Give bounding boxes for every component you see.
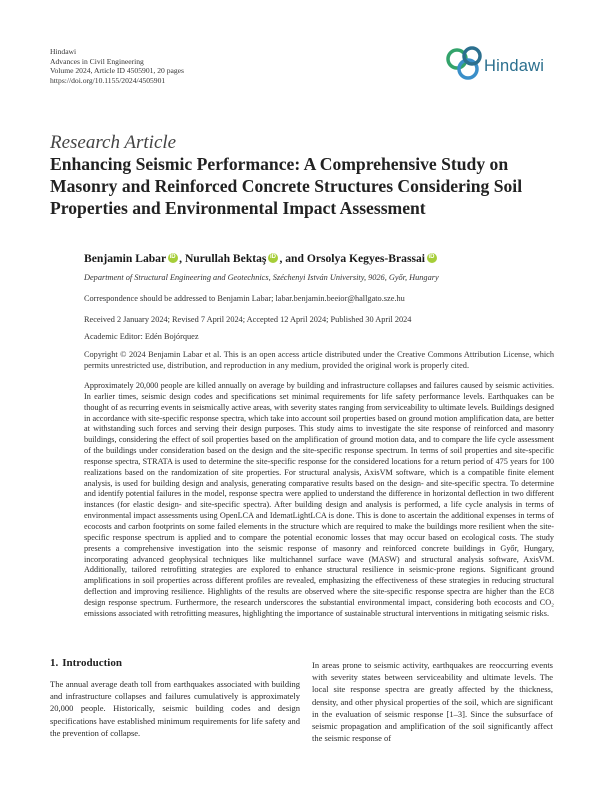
paragraph: The annual average death toll from earthquakes associated with building and infrastructure collapses and failures cumulatively is approximately 20,000 people. Historically, seismic building codes and design specifications have established minimum requirements for life safety and the prevention of collapse. bbox=[50, 679, 300, 738]
orcid-icon[interactable] bbox=[427, 253, 437, 263]
publication-info bbox=[50, 47, 184, 85]
author-separator: , and bbox=[279, 252, 307, 265]
orcid-icon[interactable] bbox=[268, 253, 278, 263]
publication-dates: Received 2 January 2024; Revised 7 April 2024; Accepted 12 April 2024; Published 30 April 2024 bbox=[84, 315, 412, 324]
orcid-icon[interactable] bbox=[168, 253, 178, 263]
academic-editor: Academic Editor: Edén Bojórquez bbox=[84, 332, 199, 341]
doi-link[interactable]: https://doi.org/10.1155/2024/4505901 bbox=[50, 75, 166, 85]
author-list bbox=[84, 252, 438, 265]
body-column-right bbox=[312, 659, 553, 744]
body-column-left bbox=[50, 657, 300, 739]
journal-name: Advances in Civil Engineering bbox=[50, 56, 144, 66]
author-separator: , bbox=[179, 252, 185, 265]
abstract: Approximately 20,000 people are killed annually on average by building and infrastructure collapses and failures caused by seismic activities. In earlier times, seismic design codes and specifications set minimal requirements for life safety performance levels. Earthquakes can be thought of as recurring events in seismically active areas, with severity states ranging from serviceability to ultimate levels. Buildings designed in accordance with site-specific response spectra, which take into account soil properties based on ground motion amplification data, are better at withstanding such forces and serving their design purposes. This study aims to investigate the site response of reinforced and masonry buildings, considering the effect of soil properties based on the amplification of ground motion data, and to compare the life cycle assessment of the buildings under consideration based on the design and the site-specific response spectrum. In terms of soil properties and site-specific response spectra, STRATA is used to determine the site-specific response for the considered locations for a return period of 475 years for 100 realizations based on the randomization of site properties. For structural analysis, AxisVM software, which is a compatible finite element analysis, is used for building design and analysis, generating comparative results based on the design- and site-specific spectra. To determine and identify potential failures in the model, response spectra were applied to understand the difference in horizontal deflection in two different instances (for elastic design- and site-specific spectra). After building design and analysis is performed, a life cycle analysis in terms of environmental impact assessments using OpenLCA and IdematLightLCA is done. This is done to ascertain the additional expenses in terms of ecocosts and carbon footprints on some failed elements in the structure which are required to make the buildings more resilient when the site-specific response spectrum is applied and to compare the potential economic losses that may occur based on ecological costs. The study presents a comprehensive investigation into the seismic response of masonry and reinforced concrete buildings in Győr, Hungary, incorporating advanced geophysical techniques like multichannel surface wave (MASW) and structural analysis software, AxisVM. Additionally, tailored retrofitting strategies are explored to enhance structural resilience in seismic-prone regions. Significant ground amplifications in soil properties across different profiles are revealed, emphasizing the effectiveness of these strategies in reducing structural deflection and improving resilience. Highlights of the results are observed where the site-specific response spectra are higher than the EC8 design response spectrum. Furthermore, the research underscores the substantial environmental impact, considering both ecocosts and CO₂ emissions associated with retrofitting measures, highlighting the importance of sustainable structural interventions in mitigating seismic risks. bbox=[84, 381, 554, 618]
paragraph: In areas prone to seismic activity, earthquakes are reoccurring events with severity states between serviceability and ultimate levels. The local site response spectra are greatly affected by the thickness, density, and other physical properties of the soil, which are significant in the evaluation of seismic response [1–3]. Since the subsurface of seismic propagation and amplification of the soil significantly affect the seismic response of bbox=[312, 660, 553, 744]
section-title: Introduction bbox=[62, 657, 122, 669]
publisher-name: Hindawi bbox=[50, 47, 77, 56]
affiliation: Department of Structural Engineering and Geotechnics, Széchenyi István University, 9026, Győr, Hungary bbox=[84, 273, 439, 282]
section-number: 1. bbox=[50, 657, 59, 669]
article-title: Enhancing Seismic Performance: A Comprehensive Study on Masonry and Reinforced Concrete Structures Considering Soil Properties and Environmental Impact Assessment bbox=[50, 154, 523, 218]
copyright-notice: Copyright © 2024 Benjamin Labar et al. This is an open access article distributed under the Creative Commons Attribution License, which permits unrestricted use, distribution, and reproduction in any medium, provided the original work is properly cited. bbox=[84, 350, 554, 370]
correspondence: Correspondence should be addressed to Benjamin Labar; labar.benjamin.beeior@hallgato.sze.hu bbox=[84, 294, 405, 303]
author-name[interactable]: Orsolya Kegyes-Brassai bbox=[306, 252, 426, 265]
author-name[interactable]: Benjamin Labar bbox=[84, 252, 167, 265]
volume-info: Volume 2024, Article ID 4505901, 20 pages bbox=[50, 66, 184, 76]
article-type: Research Article bbox=[50, 132, 177, 153]
author-name[interactable]: Nurullah Bektaş bbox=[184, 252, 267, 265]
logo-wordmark: Hindawi bbox=[484, 57, 545, 75]
section-heading bbox=[50, 657, 300, 669]
